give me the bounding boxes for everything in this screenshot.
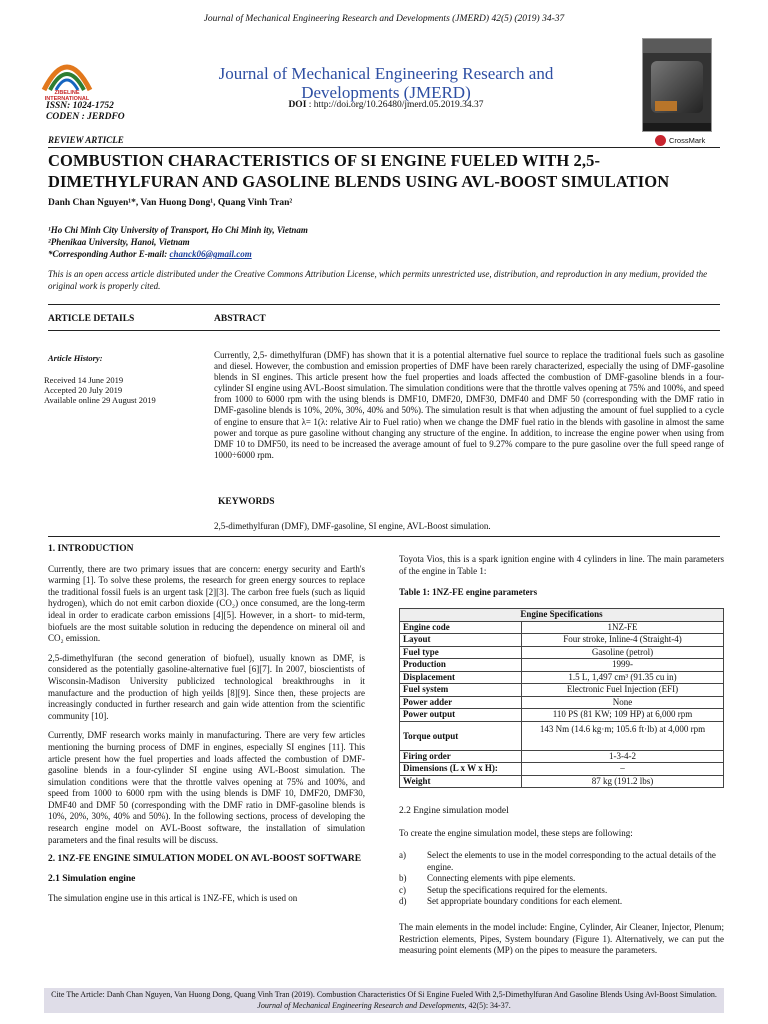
table-caption: Table 1: 1NZ-FE engine parameters xyxy=(399,587,538,597)
table-cell: 1.5 L, 1,497 cm³ (91.35 cu in) xyxy=(522,671,724,684)
list-marker: d) xyxy=(399,896,407,907)
table-row xyxy=(400,696,724,709)
list-text: Set appropriate boundary conditions for each element. xyxy=(427,896,623,907)
corresponding-author xyxy=(48,248,252,260)
table-row xyxy=(400,750,724,763)
list-item xyxy=(399,850,724,873)
table-cell: Gasoline (petrol) xyxy=(522,646,724,659)
list-marker: b) xyxy=(399,873,407,884)
corr-label: *Corresponding Author E-mail: xyxy=(48,249,170,259)
issn-block xyxy=(46,101,125,123)
publisher-logo xyxy=(34,52,100,102)
section-2-2-heading: 2.2 Engine simulation model xyxy=(399,806,509,816)
online-date: Available online 29 August 2019 xyxy=(44,395,156,405)
table-row xyxy=(400,659,724,672)
affiliation-1: ¹Ho Chi Minh City University of Transport, Ho Chi Minh ity, Vietnam xyxy=(48,225,308,235)
list-text: Select the elements to use in the model corresponding to the actual details of the engine. xyxy=(427,850,716,872)
engine-spec-table xyxy=(399,608,724,788)
journal-cover-image xyxy=(642,38,712,132)
left-column xyxy=(48,544,365,905)
list-text: Connecting elements with pipe elements. xyxy=(427,873,576,884)
table-cell: 143 Nm (14.6 kg·m; 105.6 ft·lb) at 4,000 rpm xyxy=(522,721,724,750)
table-row xyxy=(400,775,724,788)
citation-text: Cite The Article: Danh Chan Nguyen, Van Huong Dong, Quang Vinh Tran (2019). Combustion Characteristics Of Si Engine Fueled With 2,5-Dimethylfuran And Gasoline Blends Using Avl-Boost Simulation. xyxy=(51,990,717,999)
article-type: REVIEW ARTICLE xyxy=(48,135,124,145)
table-row xyxy=(400,684,724,697)
divider xyxy=(48,147,720,148)
table-row xyxy=(400,671,724,684)
section-2-1-heading: 2.1 Simulation engine xyxy=(48,873,136,884)
table-cell: Engine code xyxy=(400,621,522,634)
citation-journal: Journal of Mechanical Engineering Research and Developments, xyxy=(257,1001,467,1010)
license-note: This is an open access article distributed under the Creative Commons Attribution License, which permits unrestricted use, distribution, and reproduction in any medium, provided the original work is properly cited. xyxy=(48,269,708,291)
history-dates xyxy=(44,375,156,405)
table-row xyxy=(400,709,724,722)
table-cell: None xyxy=(522,696,724,709)
citation-volume: 42(5): 34-37. xyxy=(468,1001,511,1010)
divider xyxy=(48,330,720,331)
table-cell: – xyxy=(522,763,724,776)
steps-intro: To create the engine simulation model, these steps are following: xyxy=(399,828,633,838)
journal-title: Journal of Mechanical Engineering Research and Developments (JMERD) xyxy=(218,64,554,102)
steps-list xyxy=(399,850,724,908)
table-cell: Fuel type xyxy=(400,646,522,659)
table-row xyxy=(400,621,724,634)
doi-line xyxy=(200,100,572,110)
paragraph: The simulation engine use in this artical is 1NZ-FE, which is used on xyxy=(48,893,298,904)
table-cell: 1-3-4-2 xyxy=(522,750,724,763)
table-cell: Firing order xyxy=(400,750,522,763)
crossmark-label: CrossMark xyxy=(669,136,706,145)
coden: CODEN : JERDFO xyxy=(46,112,125,122)
divider xyxy=(48,536,720,537)
list-item xyxy=(399,896,724,908)
table-cell: Production xyxy=(400,659,522,672)
affiliation-2: ²Phenikaa University, Hanoi, Vietnam xyxy=(48,237,190,247)
table-cell: 87 kg (191.2 lbs) xyxy=(522,775,724,788)
abstract-text: Currently, 2,5- dimethylfuran (DMF) has shown that it is a potential alternative fuel source to replace the traditional fuels such as gasoline and diesel. However, the combustion and emission properties of DMF have been rarely characterized, especially the using of DMF-gasoline blends in SI engines. This article present how the fuel properties and loads affected the combustion of DMF-gasoline blends in a four-cylinder SI engine using AVL-Boost simulation. The simulation conditions were that the throttle valves opening at 75% and 100%, and speed from 1000 to 6000 rpm with the using blends is DMF10, DMF20, DMF30, DMF40 and DMF 50 (corresponding with the DMF ratio in DMF-gasoline blends is 10%, 20%, 30%, 40% and 50%). The simulation result is that when adjusting the amount of fuel supplied to a cycle of engine to ensure that λ= 1(λ: relative Air to Fuel ratio) when we change the DMF fuel ratio in the blends with gasoline in almost the same power and torque as pure gasoline without changing any structure of the engine. In addition, to increase the engine power when using from DMF 10 to DMF50, its need to be increased the average amount of fuel to 9.27% compare to the pure gasoline over the full speed range of 1000÷6000 rpm. xyxy=(214,350,724,460)
doi-link[interactable]: : http://doi.org/10.26480/jmerd.05.2019.34.37 xyxy=(308,100,484,110)
history-label: Article History: xyxy=(48,353,103,363)
table-row xyxy=(400,763,724,776)
table-row xyxy=(400,646,724,659)
paragraph: 2,5-dimethylfuran (the second generation of biofuel), usually known as DMF, is considered as the potentially gasoline-alternative fuel [6][7]. In 2007, bioscientists of Wisconsin-Madison University publicized technological breakthroughs in it manufacture and the production of high yeilds [8][9]. Since then, these projects are increasingly conducted in further research and gain wide attention from the scientific community [10]. xyxy=(48,652,365,721)
table-row xyxy=(400,721,724,750)
table-cell: Four stroke, Inline-4 (Straight-4) xyxy=(522,634,724,647)
table-cell: Dimensions (L x W x H): xyxy=(400,763,522,776)
authors: Danh Chan Nguyen¹*, Van Huong Dong¹, Quang Vinh Tran² xyxy=(48,198,293,208)
table-row xyxy=(400,634,724,647)
table-cell: Torque output xyxy=(400,721,522,750)
list-item xyxy=(399,873,724,885)
paper-title: COMBUSTION CHARACTERISTICS OF SI ENGINE FUELED WITH 2,5-DIMETHYLFURAN AND GASOLINE BLENDS USING AVL-BOOST SIMULATION xyxy=(48,151,670,191)
table-cell: Electronic Fuel Injection (EFI) xyxy=(522,684,724,697)
table-cell: Power output xyxy=(400,709,522,722)
crossmark-icon xyxy=(655,135,666,146)
table-cell: 110 PS (81 KW; 109 HP) at 6,000 rpm xyxy=(522,709,724,722)
intro-heading: 1. INTRODUCTION xyxy=(48,544,134,554)
crossmark-badge[interactable] xyxy=(655,135,705,146)
right-col-intro: Toyota Vios, this is a spark ignition engine with 4 cylinders in line. The main parameters of the engine in Table 1: xyxy=(399,554,724,576)
list-marker: a) xyxy=(399,850,406,860)
paragraph: The main elements in the model include: Engine, Cylinder, Air Cleaner, Injector, Plenum; Restriction elements, Pipes, System boundary (Figure 1). Alternatively, we can put the measuring point elements (MP) on the pipes to measure the parameters. xyxy=(399,922,724,956)
citation-footer xyxy=(44,988,724,1013)
corr-email-link[interactable]: chanck06@gmail.com xyxy=(169,249,252,259)
keywords: 2,5-dimethylfuran (DMF), DMF-gasoline, SI engine, AVL-Boost simulation. xyxy=(214,521,491,531)
table-cell: 1NZ-FE xyxy=(522,621,724,634)
list-marker: c) xyxy=(399,884,406,895)
running-header: Journal of Mechanical Engineering Research and Developments (JMERD) 42(5) (2019) 34-37 xyxy=(203,14,565,24)
issn: ISSN: 1024-1752 xyxy=(46,101,114,111)
table-cell: Layout xyxy=(400,634,522,647)
table-header: Engine Specifications xyxy=(400,609,724,622)
accepted-date: Accepted 20 July 2019 xyxy=(44,385,123,395)
list-item xyxy=(399,885,724,897)
divider xyxy=(48,304,720,305)
table-cell: Displacement xyxy=(400,671,522,684)
paragraph: Currently, there are two primary issues that are concern: energy security and Earth's warming [1]. To solve these prolems, the research for green energy sources to replace the traditional fossil fuels is an urgent task [2][3]. The carbon free fuels (such as liquid hydrogen), which do not emit carbon dioxide (CO₂) once consumed, are the long-term ideal in order to eradicate carbon emissions [4][5]. However, in a short- to mid-term, biofuels are the most suitable solution in reducing the dependence on mineral oil and CO₂ emission. xyxy=(48,563,365,644)
paragraph: Currently, DMF research works mainly in manufacturing. There are very few articles mentioning the burning process of DMF in engines, especially SI engines [11]. This article present how the fuel properties and loads affected the combustion of DMF-gasoline blends in a four-cylinder SI engine using AVL-Boost simulation. The simulation conditions were that the throttle valves opening at 75% and 100%, and speed from 1000 to 6000 rpm with the using blends is DMF 10, DMF20, DMF30, DMF40 and DMF 50 (corresponding with the DMF ratio in DMF-gasoline blends is 10%, 20%, 30%, 40% and 50%). In the following sections, process of developing the research engine model on AVL-Boost software, the installation of simulation parameters and the final results will be discuss. xyxy=(48,730,365,845)
table-cell: Power adder xyxy=(400,696,522,709)
table-cell: Fuel system xyxy=(400,684,522,697)
logo-text: ZIBELINE INTERNATIONAL xyxy=(44,90,90,102)
keywords-heading: KEYWORDS xyxy=(218,497,275,507)
received-date: Received 14 June 2019 xyxy=(44,375,124,385)
list-text: Setup the specifications required for the elements. xyxy=(427,884,608,895)
section-2-heading: 2. 1NZ-FE ENGINE SIMULATION MODEL ON AVL-BOOST SOFTWARE xyxy=(48,854,362,865)
table-cell: Weight xyxy=(400,775,522,788)
doi-label: DOI xyxy=(288,100,307,110)
abstract-heading: ABSTRACT xyxy=(214,314,266,324)
article-details-heading: ARTICLE DETAILS xyxy=(48,314,135,324)
table-cell: 1999- xyxy=(522,659,724,672)
